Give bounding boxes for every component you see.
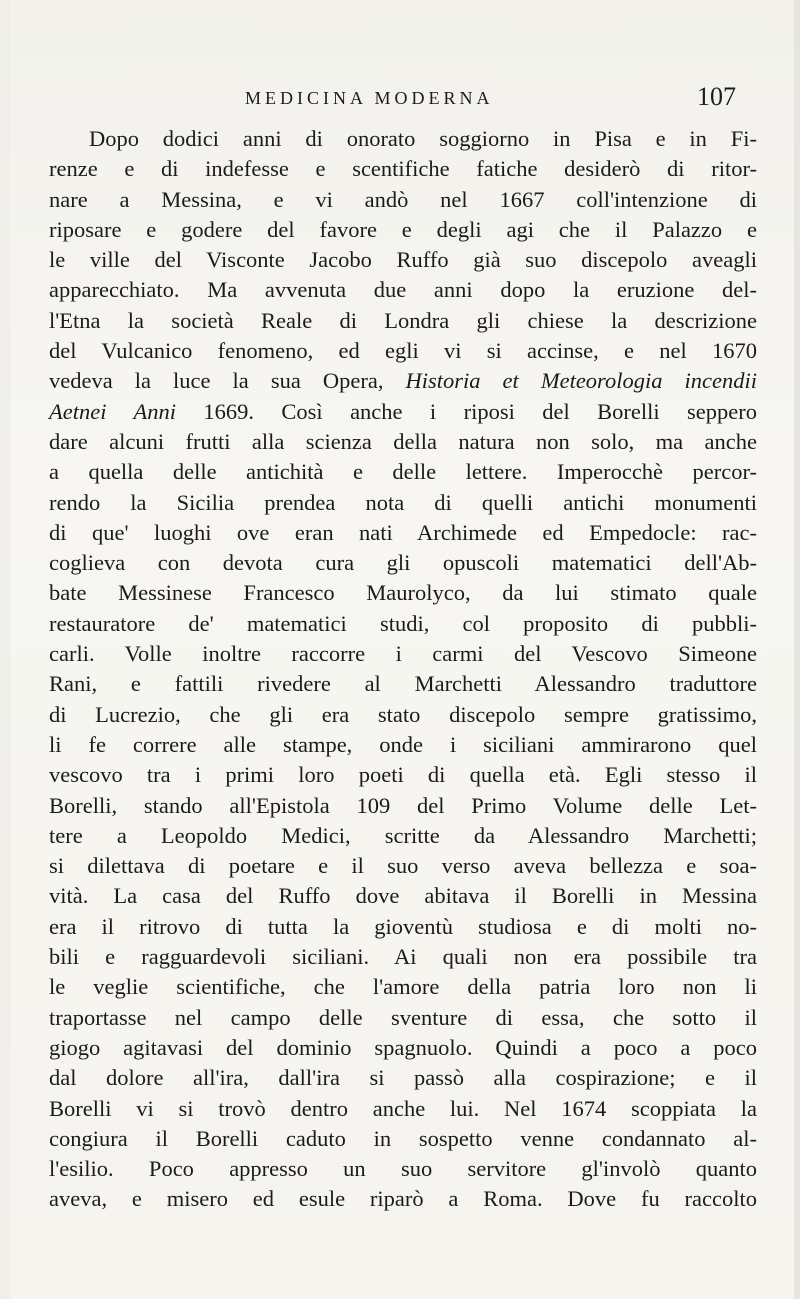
text-line: Borelli vi si trovò dentro anche lui. Nel 1674 scoppiata la [49,1095,757,1121]
text-line: l'Etna la società Reale di Londra gli chiese la descrizione [49,307,757,333]
running-title: MEDICINA MODERNA [245,88,494,108]
text-line: apparecchiato. Ma avvenuta due anni dopo la eruzione del- [49,277,757,303]
text-line: congiura il Borelli caduto in sospetto venne condannato al- [49,1125,757,1151]
text-line: aveva, e misero ed esule riparò a Roma. Dove fu raccolto [49,1186,757,1212]
text-line: le veglie scientifiche, che l'amore della patria loro non li [49,974,757,1000]
text-line: rendo la Sicilia prendea nota di quelli antichi monumenti [49,489,757,515]
text-line: vità. La casa del Ruffo dove abitava il Borelli in Messina [49,883,757,909]
text-line: dal dolore all'ira, dall'ira si passò alla cospirazione; e il [49,1065,757,1091]
text-line: a quella delle antichità e delle lettere. Imperocchè percor- [49,459,757,485]
text-line: del Vulcanico fenomeno, ed egli vi si accinse, e nel 1670 [49,338,757,364]
text-line: le ville del Visconte Jacobo Ruffo già suo discepolo aveagli [49,247,757,273]
text-line: era il ritrovo di tutta la gioventù studiosa e di molti no- [49,913,757,939]
text-line: Rani, e fattili rivedere al Marchetti Alessandro traduttore [49,671,757,697]
text-line: giogo agitavasi del dominio spagnuolo. Quindi a poco a poco [49,1034,757,1060]
text-line: l'esilio. Poco appresso un suo servitore gl'involò quanto [49,1156,757,1182]
page-number: 107 [697,82,736,111]
text-line: carli. Volle inoltre raccorre i carmi del Vescovo Simeone [49,641,757,667]
italic-title-run: Aetnei Anni [49,398,176,424]
text-run: vedeva la luce la sua Opera, [49,368,406,394]
text-line: coglieva con devota cura gli opuscoli matematici dell'Ab- [49,550,757,576]
text-line-italic-title [49,397,757,427]
text-line: restauratore de' matematici studi, col proposito di pubbli- [49,610,757,636]
text-line: si dilettava di poetare e il suo verso aveva bellezza e soa- [49,853,757,879]
text-line: di que' luoghi ove eran nati Archimede ed Empedocle: rac- [49,519,757,545]
text-line: Dopo dodici anni di onorato soggiorno in Pisa e in Fi- [89,126,757,151]
page-gutter-left [0,0,10,1299]
text-line: bate Messinese Francesco Maurolyco, da lui stimato quale [49,580,757,606]
text-line: di Lucrezio, che gli era stato discepolo sempre gratissimo, [49,701,757,727]
text-line: li fe correre alle stampe, onde i siciliani ammirarono quel [49,731,757,757]
text-run: 1669. Così anche i riposi del Borelli seppero [175,398,757,424]
text-line: nare a Messina, e vi andò nel 1667 coll'intenzione di [49,186,757,212]
body-text [49,124,757,1215]
text-line: tere a Leopoldo Medici, scritte da Alessandro Marchetti; [49,822,757,848]
text-line: dare alcuni frutti alla scienza della natura non solo, ma anche [49,428,757,454]
text-line: riposare e godere del favore e degli agi che il Palazzo e [49,216,757,242]
text-line: traportasse nel campo delle sventure di essa, che sotto il [49,1004,757,1030]
text-line-italic-title [49,366,757,396]
page-gutter-right [794,0,800,1299]
text-line: vescovo tra i primi loro poeti di quella età. Egli stesso il [49,762,757,788]
text-line: bili e ragguardevoli siciliani. Ai quali non era possibile tra [49,944,757,970]
text-line: renze e di indefesse e scentifiche fatiche desiderò di ritor- [49,156,757,182]
italic-title-run: Historia et Meteorologia incendii [405,368,757,394]
text-line: Borelli, stando all'Epistola 109 del Primo Volume delle Let- [49,792,757,818]
